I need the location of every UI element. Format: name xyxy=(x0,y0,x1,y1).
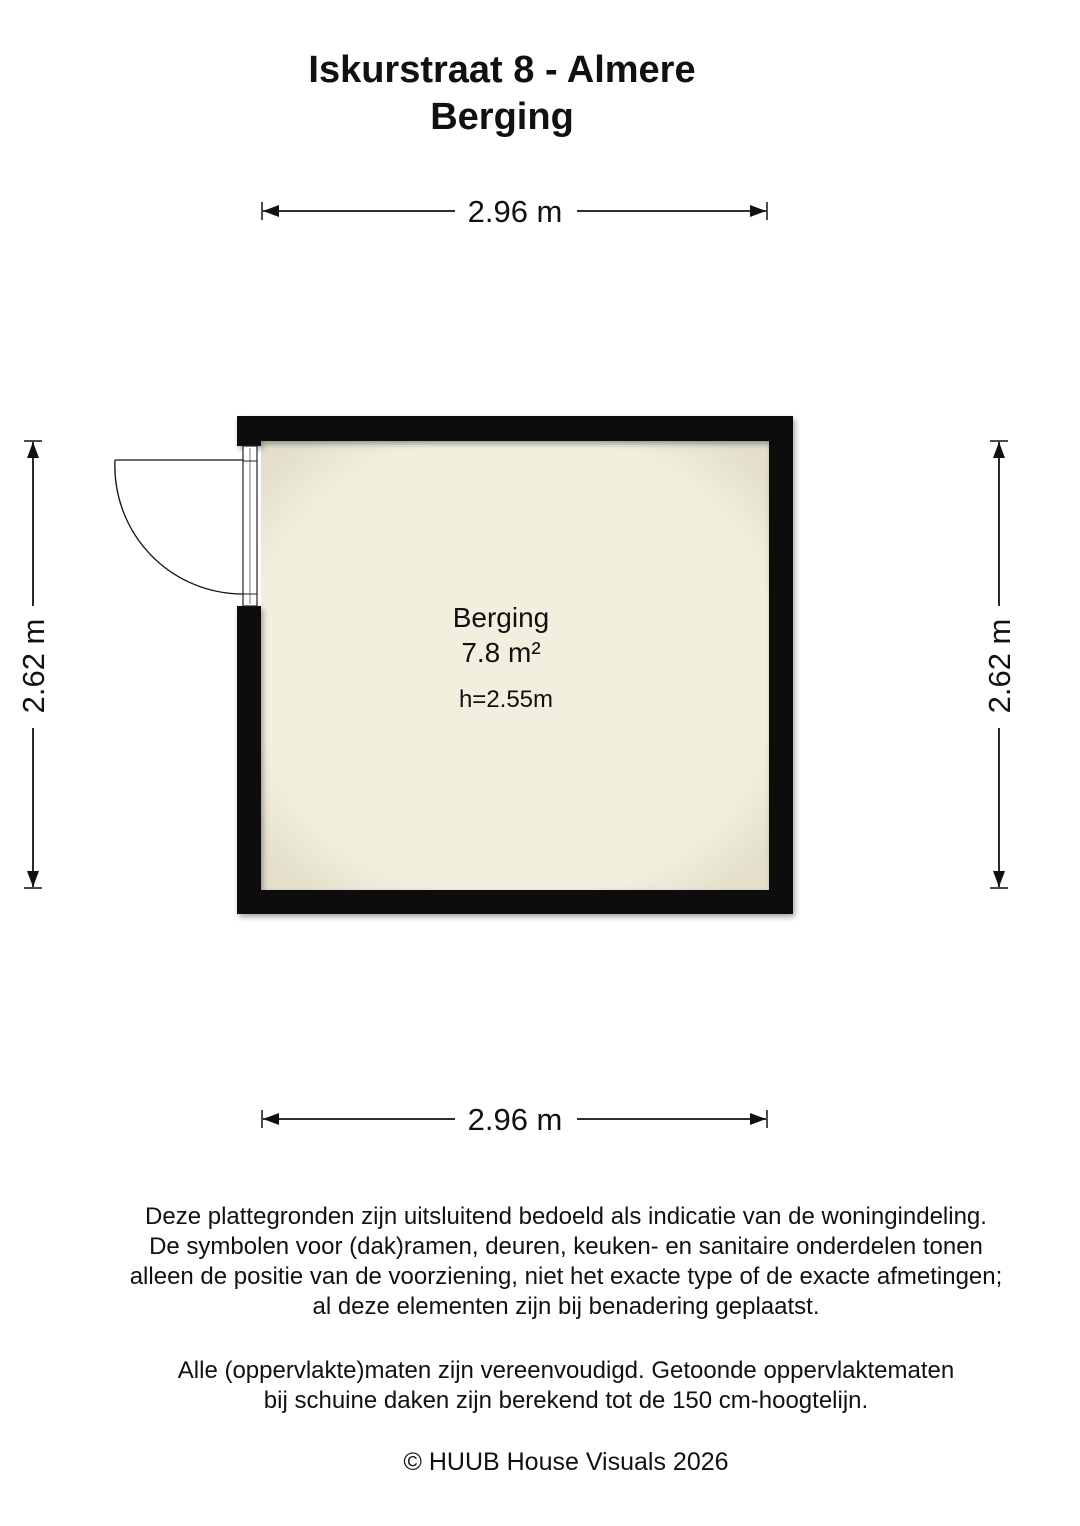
area-note xyxy=(40,1356,1080,1416)
dimension-right-label: 2.62 m xyxy=(982,618,1017,714)
room-name: Berging xyxy=(452,602,550,633)
arrow-right-icon xyxy=(750,1113,766,1125)
note-line: Alle (oppervlakte)maten zijn vereenvoudigd. Getoonde oppervlaktematen xyxy=(177,1357,955,1384)
note-line: bij schuine daken zijn berekend tot de 150 cm-hoogtelijn. xyxy=(263,1387,869,1414)
dimension-bottom xyxy=(262,1102,767,1137)
arrow-left-icon xyxy=(263,205,279,217)
wall-left-upper xyxy=(237,416,261,446)
disclaimer-line: De symbolen voor (dak)ramen, deuren, keuken- en sanitaire onderdelen tonen xyxy=(149,1233,983,1260)
door-swing-arc xyxy=(115,460,243,594)
plan-title: Iskurstraat 8 - Almere xyxy=(308,49,696,91)
room-area: 7.8 m² xyxy=(461,637,541,668)
dimension-right xyxy=(982,441,1017,888)
dimension-bottom-label: 2.96 m xyxy=(467,1102,563,1137)
arrow-up-icon xyxy=(993,442,1005,458)
plan-subtitle: Berging xyxy=(430,96,574,138)
arrow-down-icon xyxy=(993,871,1005,887)
disclaimer-line: alleen de positie van de voorziening, niet het exacte type of de exacte afmetingen; xyxy=(129,1263,1003,1290)
dimension-left-label: 2.62 m xyxy=(16,618,51,714)
dimension-top xyxy=(262,194,767,229)
room-height: h=2.55m xyxy=(458,686,554,713)
room-berging xyxy=(115,416,793,914)
wall-left-lower xyxy=(237,606,261,914)
disclaimer-line: Deze plattegronden zijn uitsluitend bedoeld als indicatie van de woningindeling. xyxy=(145,1203,987,1230)
arrow-up-icon xyxy=(27,442,39,458)
disclaimer xyxy=(40,1202,1080,1322)
wall-top xyxy=(237,416,793,441)
dimension-left xyxy=(16,441,51,888)
arrow-left-icon xyxy=(263,1113,279,1125)
dimension-top-label: 2.96 m xyxy=(467,194,563,229)
copyright: © HUUB House Visuals 2026 xyxy=(403,1448,729,1476)
door xyxy=(115,446,257,606)
wall-right xyxy=(769,416,793,914)
disclaimer-line: al deze elementen zijn bij benadering geplaatst. xyxy=(312,1293,820,1320)
arrow-right-icon xyxy=(750,205,766,217)
wall-bottom xyxy=(237,890,793,914)
arrow-down-icon xyxy=(27,871,39,887)
